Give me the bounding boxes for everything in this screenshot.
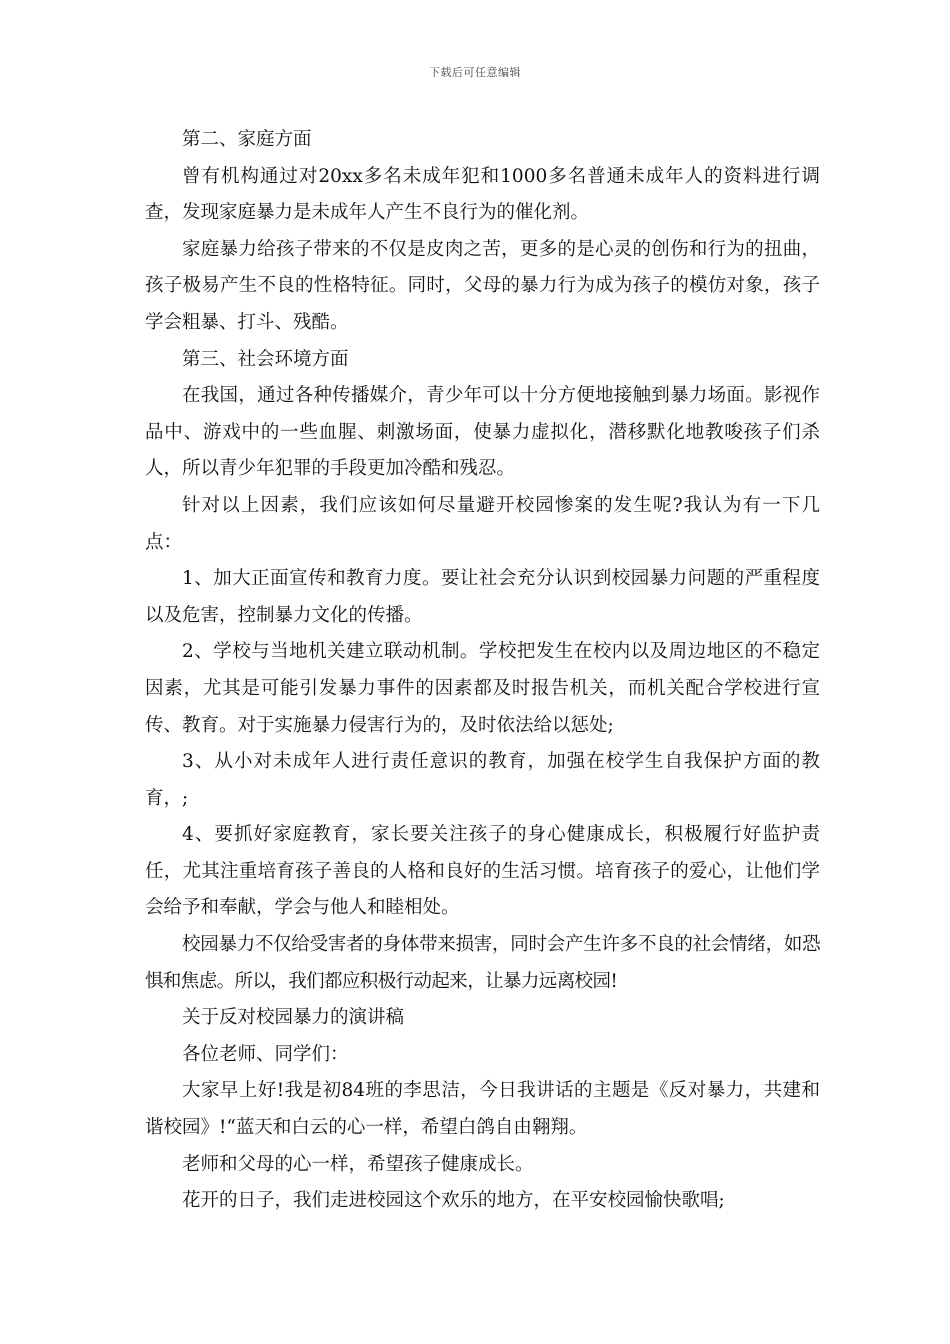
- paragraph: 家庭暴力给孩子带来的不仅是皮肉之苦，更多的是心灵的创伤和行为的扭曲，孩子极易产生不良的性格特征。同时，父母的暴力行为成为孩子的模仿对象，孩子学会粗暴、打斗、残酷。: [145, 238, 820, 333]
- section-heading: 第三、社会环境方面: [182, 348, 349, 370]
- speech-title: 关于反对校园暴力的演讲稿: [182, 1007, 405, 1029]
- paragraph: 花开的日子，我们走进校园这个欢乐的地方，在平安校园愉快歌唱;: [182, 1190, 725, 1212]
- paragraph: 在我国，通过各种传播媒介，青少年可以十分方便地接触到暴力场面。影视作品中、游戏中的一些血腥、刺激场面，使暴力虚拟化，潜移默化地教唆孩子们杀人，所以青少年犯罪的手段更加冷酷和残忍。: [145, 385, 820, 480]
- list-item: 3、从小对未成年人进行责任意识的教育，加强在校学生自我保护方面的教育，;: [145, 751, 820, 809]
- salutation: 各位老师、同学们：: [182, 1043, 349, 1065]
- paragraph: 针对以上因素，我们应该如何尽量避开校园惨案的发生呢?我认为有一下几点：: [145, 494, 820, 553]
- paragraph: 曾有机构通过对20xx多名未成年犯和1000多名普通未成年人的资料进行调查，发现家庭暴力是未成年人产生不良行为的催化剂。: [145, 165, 820, 224]
- page-header-note: 下载后可任意编辑: [429, 66, 521, 79]
- paragraph: 校园暴力不仅给受害者的身体带来损害，同时会产生许多不良的社会情绪，如恐惧和焦虑。所以，我们都应积极行动起来，让暴力远离校园!: [145, 934, 820, 992]
- list-item: 4、要抓好家庭教育，家长要关注孩子的身心健康成长，积极履行好监护责任，尤其注重培育孩子善良的人格和良好的生活习惯。培育孩子的爱心，让他们学会给予和奉献，学会与他人和睦相处。: [145, 824, 820, 919]
- paragraph: 老师和父母的心一样，希望孩子健康成长。: [182, 1153, 534, 1175]
- paragraph: 大家早上好!我是初84班的李思洁，今日我讲话的主题是《反对暴力，共建和谐校园》!“蓝天和白云的心一样，希望白鸽自由翱翔。: [145, 1080, 820, 1139]
- list-item: 1、加大正面宣传和教育力度。要让社会充分认识到校园暴力问题的严重程度以及危害，控制暴力文化的传播。: [145, 568, 820, 626]
- document-body: [145, 122, 820, 1220]
- section-heading: 第二、家庭方面: [182, 129, 312, 150]
- list-item: 2、学校与当地机关建立联动机制。学校把发生在校内以及周边地区的不稳定因素，尤其是可能引发暴力事件的因素都及时报告机关，而机关配合学校进行宣传、教育。对于实施暴力侵害行为的，及时依法给以惩处;: [145, 641, 820, 736]
